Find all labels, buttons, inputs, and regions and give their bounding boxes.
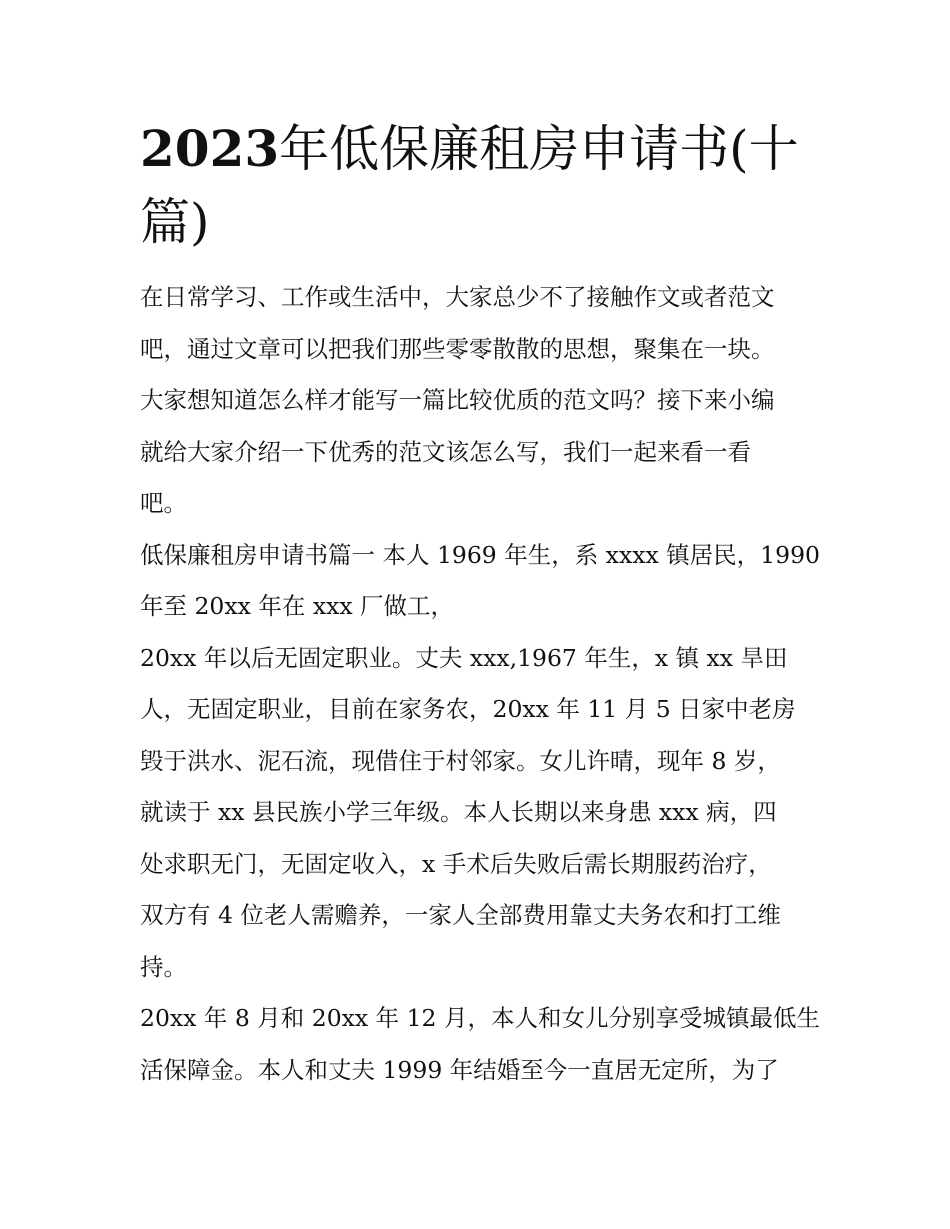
paragraph-application-2 — [140, 633, 820, 994]
title-year: 2023 — [140, 119, 280, 178]
text-line: 人，无固定职业，目前在家务农，20xx 年 11 月 5 日家中老房 — [140, 695, 796, 723]
document-body — [140, 272, 820, 1096]
text-line: 毁于洪水、泥石流，现借住于村邻家。女儿许晴，现年 8 岁， — [140, 746, 781, 775]
text-line: 年至 20xx 年在 xxx 厂做工， — [140, 592, 455, 620]
title-line1-rest: 年低保廉租房申请书(十 — [279, 120, 799, 178]
text-line: 持。 — [140, 952, 187, 981]
text-line: 就给大家介绍一下优秀的范文该怎么写，我们一起来看一看 — [140, 437, 751, 466]
title-line2: 篇) — [140, 193, 210, 251]
text-line: 20xx 年以后无固定职业。丈夫 xxx,1967 年生，x 镇 xx 旱田 — [140, 643, 788, 672]
text-line: 就读于 xx 县民族小学三年级。本人长期以来身患 xxx 病，四 — [140, 798, 777, 826]
text-line: 吧。 — [140, 489, 187, 517]
text-line: 20xx 年 8 月和 20xx 年 12 月，本人和女儿分别享受城镇最低生 — [140, 1004, 820, 1032]
text-line: 在日常学习、工作或生活中，大家总少不了接触作文或者范文 — [140, 283, 775, 311]
text-line: 大家想知道怎么样才能写一篇比较优质的范文吗？接下来小编 — [140, 386, 775, 414]
text-line: 双方有 4 位老人需赡养，一家人全部费用靠丈夫务农和打工维 — [140, 901, 781, 929]
paragraph-application-1 — [140, 530, 820, 633]
text-line: 处求职无门，无固定收入，x 手术后失败后需长期服药治疗， — [140, 849, 772, 878]
paragraph-intro — [140, 272, 820, 530]
text-line: 低保廉租房申请书篇一 本人 1969 年生，系 xxxx 镇居民，1990 — [140, 540, 820, 569]
text-line: 吧，通过文章可以把我们那些零零散散的思想，聚集在一块。 — [140, 334, 775, 363]
paragraph-application-3 — [140, 993, 820, 1096]
document-title — [140, 112, 812, 259]
text-line: 活保障金。本人和丈夫 1999 年结婚至今一直居无定所，为了 — [140, 1055, 779, 1084]
